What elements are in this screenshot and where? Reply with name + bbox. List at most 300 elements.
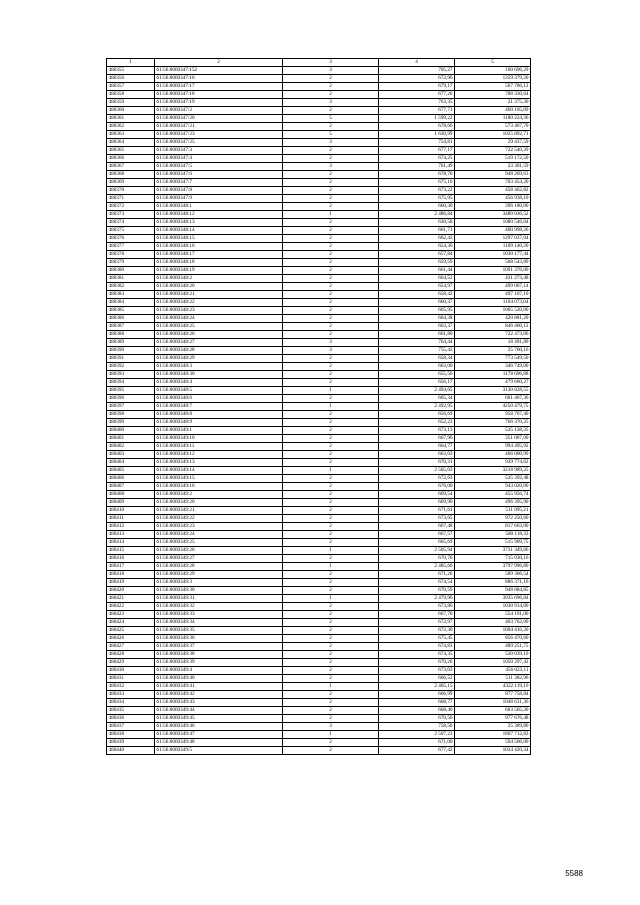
cell-row-number: 480373	[107, 211, 155, 219]
cell-cadastral-number: 61:56:0060349:30	[155, 587, 283, 595]
cell-category: 2	[283, 659, 379, 667]
cell-category: 3	[283, 339, 379, 347]
cell-value: 1025 892,71	[455, 131, 531, 139]
table-row	[107, 99, 531, 107]
cell-value: 508 543,89	[455, 259, 531, 267]
cell-value: 25 389,80	[455, 723, 531, 731]
cell-category: 2	[283, 291, 379, 299]
cell-value: 466 000,99	[455, 451, 531, 459]
table-row	[107, 387, 531, 395]
cell-row-number: 480436	[107, 715, 155, 723]
cell-cadastral-number: 61:56:0060349:39	[155, 659, 283, 667]
cell-row-number: 480359	[107, 99, 155, 107]
cell-category: 2	[283, 515, 379, 523]
cell-category: 2	[283, 475, 379, 483]
cell-category: 2	[283, 355, 379, 363]
table-row	[107, 339, 531, 347]
cell-cadastral-number: 61:56:0060347:20	[155, 115, 283, 123]
table-row	[107, 267, 531, 275]
table-row	[107, 91, 531, 99]
cell-row-number: 480388	[107, 331, 155, 339]
cell-value: 977 676,48	[455, 715, 531, 723]
cell-value: 594 506,00	[455, 739, 531, 747]
column-header-3: 3	[283, 59, 379, 67]
cell-row-number: 480399	[107, 419, 155, 427]
cell-cadastral-number: 61:56:0060349:47	[155, 731, 283, 739]
cell-value: 463 762,00	[455, 619, 531, 627]
cell-category: 2	[283, 83, 379, 91]
cell-category: 1	[283, 595, 379, 603]
cell-area: 665,34	[379, 395, 455, 403]
cell-row-number: 480363	[107, 131, 155, 139]
cell-value: 511 095,21	[455, 507, 531, 515]
cell-row-number: 480364	[107, 139, 155, 147]
cell-area: 665,69	[379, 539, 455, 547]
table-row	[107, 291, 531, 299]
table-row	[107, 723, 531, 731]
cell-row-number: 480439	[107, 739, 155, 747]
cell-category: 2	[283, 643, 379, 651]
table-row	[107, 83, 531, 91]
cell-row-number: 480367	[107, 163, 155, 171]
table-row	[107, 539, 531, 547]
cell-value: 1180 224,36	[455, 115, 531, 123]
table-row	[107, 643, 531, 651]
cell-row-number: 480377	[107, 243, 155, 251]
cell-row-number: 480438	[107, 731, 155, 739]
cell-cadastral-number: 61:56:0060349:33	[155, 611, 283, 619]
cell-category: 2	[283, 435, 379, 443]
cell-value: 420 881,20	[455, 315, 531, 323]
cell-category: 2	[283, 539, 379, 547]
table-row	[107, 219, 531, 227]
cell-area: 2 479,96	[379, 595, 455, 603]
table-row	[107, 371, 531, 379]
cell-row-number: 480368	[107, 171, 155, 179]
cell-row-number: 480390	[107, 347, 155, 355]
table-row	[107, 731, 531, 739]
table-row	[107, 147, 531, 155]
cell-row-number: 480394	[107, 379, 155, 387]
table-row	[107, 659, 531, 667]
table-body	[107, 67, 531, 755]
cell-area: 674,83	[379, 643, 455, 651]
cell-value: 886 371,16	[455, 579, 531, 587]
cell-row-number: 480376	[107, 235, 155, 243]
cell-value: 939 774,62	[455, 459, 531, 467]
table-row	[107, 443, 531, 451]
table-row	[107, 203, 531, 211]
cell-value: 958 767,40	[455, 411, 531, 419]
table-row	[107, 491, 531, 499]
cell-row-number: 480380	[107, 267, 155, 275]
table-row	[107, 163, 531, 171]
cell-area: 679,17	[379, 83, 455, 91]
table-row	[107, 603, 531, 611]
cell-cadastral-number: 61:56:0060348:8	[155, 411, 283, 419]
cell-row-number: 480409	[107, 499, 155, 507]
table-row	[107, 155, 531, 163]
cell-value: 21 375,30	[455, 99, 531, 107]
cell-category: 2	[283, 123, 379, 131]
cell-cadastral-number: 61:56:0060347:5	[155, 163, 283, 171]
table-row	[107, 691, 531, 699]
cell-value: 3731 349,66	[455, 547, 531, 555]
cell-cadastral-number: 61:56:0060349:40	[155, 675, 283, 683]
table-row	[107, 531, 531, 539]
cell-cadastral-number: 61:56:0060349:48	[155, 739, 283, 747]
cell-category: 2	[283, 667, 379, 675]
column-header-4: 4	[379, 59, 455, 67]
cell-category: 1	[283, 683, 379, 691]
cell-category: 2	[283, 91, 379, 99]
cell-cadastral-number: 61:56:0060348:16	[155, 243, 283, 251]
cell-value: 23 301,59	[455, 163, 531, 171]
cell-value: 515 909,75	[455, 539, 531, 547]
cell-row-number: 480407	[107, 483, 155, 491]
cell-row-number: 480357	[107, 83, 155, 91]
cell-area: 663,03	[379, 451, 455, 459]
table-row	[107, 475, 531, 483]
table-row	[107, 235, 531, 243]
cell-cadastral-number: 61:56:0060348:15	[155, 235, 283, 243]
cell-row-number: 480425	[107, 627, 155, 635]
cell-value: 1091 376,00	[455, 267, 531, 275]
cell-row-number: 480401	[107, 435, 155, 443]
cell-area: 671,00	[379, 739, 455, 747]
cell-row-number: 480391	[107, 355, 155, 363]
cell-cadastral-number: 61:56:0060347:3	[155, 147, 283, 155]
cell-category: 1	[283, 563, 379, 571]
cell-cadastral-number: 61:56:0060349:35	[155, 627, 283, 635]
cell-row-number: 480421	[107, 595, 155, 603]
cell-value: 972 250,60	[455, 515, 531, 523]
cell-category: 2	[283, 739, 379, 747]
cell-cadastral-number: 61:56:0060349:42	[155, 691, 283, 699]
cell-row-number: 480414	[107, 539, 155, 547]
cell-area: 678,66	[379, 123, 455, 131]
cell-cadastral-number: 61:56:0060347:7	[155, 179, 283, 187]
cell-cadastral-number: 61:56:0060348:19	[155, 267, 283, 275]
cell-area: 674,35	[379, 651, 455, 659]
cell-row-number: 480355	[107, 67, 155, 75]
cell-area: 677,20	[379, 91, 455, 99]
cell-category: 3	[283, 163, 379, 171]
cell-cadastral-number: 61:56:0060349:12	[155, 451, 283, 459]
cell-cadastral-number: 61:56:0060349:46	[155, 723, 283, 731]
cell-cadastral-number: 61:56:0060349:21	[155, 507, 283, 515]
cell-area: 677,17	[379, 147, 455, 155]
cell-cadastral-number: 61:56:0060349:3	[155, 579, 283, 587]
cell-cadastral-number: 61:56:0060349:27	[155, 555, 283, 563]
cell-cadastral-number: 61:56:0060348:14	[155, 227, 283, 235]
cell-category: 2	[283, 243, 379, 251]
cell-row-number: 480379	[107, 259, 155, 267]
cell-value: 601 467,36	[455, 395, 531, 403]
cell-value: 4250 479,75	[455, 403, 531, 411]
cell-value: 722 473,06	[455, 331, 531, 339]
cell-cadastral-number: 61:56:0060348:7	[155, 403, 283, 411]
table-row	[107, 107, 531, 115]
cell-cadastral-number: 61:56:0060348:6	[155, 395, 283, 403]
cell-area: 663,37	[379, 323, 455, 331]
cell-category: 2	[283, 275, 379, 283]
cell-category: 2	[283, 187, 379, 195]
cell-value: 519 172,50	[455, 155, 531, 163]
table-row	[107, 595, 531, 603]
cell-value: 1297 037,04	[455, 235, 531, 243]
cell-area: 674,25	[379, 155, 455, 163]
cell-row-number: 480405	[107, 467, 155, 475]
cell-cadastral-number: 61:56:0060349:20	[155, 499, 283, 507]
cell-row-number: 480420	[107, 587, 155, 595]
table-row	[107, 131, 531, 139]
cell-value: 3130 828,55	[455, 387, 531, 395]
cell-value: 846 460,12	[455, 323, 531, 331]
cell-category: 2	[283, 227, 379, 235]
cell-cadastral-number: 61:56:0060349:1	[155, 427, 283, 435]
cell-row-number: 480381	[107, 275, 155, 283]
cell-cadastral-number: 61:56:0060348:5	[155, 387, 283, 395]
cell-category: 2	[283, 283, 379, 291]
cell-category: 2	[283, 259, 379, 267]
table-row	[107, 571, 531, 579]
table-row	[107, 563, 531, 571]
cell-cadastral-number: 61:56:0060348:26	[155, 331, 283, 339]
cell-row-number: 480426	[107, 635, 155, 643]
table-row	[107, 315, 531, 323]
cell-area: 662,43	[379, 235, 455, 243]
table-row	[107, 75, 531, 83]
cell-row-number: 480387	[107, 323, 155, 331]
cell-category: 2	[283, 523, 379, 531]
cell-cadastral-number: 61:56:0060349:25	[155, 539, 283, 547]
cell-cadastral-number: 61:56:0060349:14	[155, 467, 283, 475]
cell-area: 656,17	[379, 379, 455, 387]
cell-row-number: 480358	[107, 91, 155, 99]
cell-value: 3480 036,52	[455, 211, 531, 219]
cell-row-number: 480435	[107, 707, 155, 715]
cell-row-number: 480386	[107, 315, 155, 323]
cell-row-number: 480417	[107, 563, 155, 571]
cell-value: 1104 073,04	[455, 299, 531, 307]
cell-category: 2	[283, 747, 379, 755]
cell-area: 667,70	[379, 611, 455, 619]
cell-row-number: 480389	[107, 339, 155, 347]
table-row	[107, 627, 531, 635]
cell-row-number: 480408	[107, 491, 155, 499]
cell-cadastral-number: 61:56:0060349:38	[155, 651, 283, 659]
table-row	[107, 275, 531, 283]
cell-area: 652,23	[379, 419, 455, 427]
table-row	[107, 435, 531, 443]
cell-row-number: 480423	[107, 611, 155, 619]
cell-cadastral-number: 61:56:0060347:16	[155, 75, 283, 83]
cell-area: 1 630,99	[379, 131, 455, 139]
cell-value: 567 786,12	[455, 83, 531, 91]
cell-cadastral-number: 61:56:0060348:24	[155, 315, 283, 323]
cell-row-number: 480400	[107, 427, 155, 435]
cell-category: 2	[283, 691, 379, 699]
cell-value: 1178 696,88	[455, 371, 531, 379]
cell-value: 948 884,85	[455, 587, 531, 595]
table-row	[107, 707, 531, 715]
cell-category: 2	[283, 571, 379, 579]
cell-cadastral-number: 61:56:0060349:2	[155, 491, 283, 499]
cell-category: 1	[283, 211, 379, 219]
cell-category: 2	[283, 491, 379, 499]
cell-area: 2 465,15	[379, 683, 455, 691]
cell-cadastral-number: 61:56:0060347:18	[155, 91, 283, 99]
cell-row-number: 480397	[107, 403, 155, 411]
table-row	[107, 459, 531, 467]
cell-area: 675,95	[379, 195, 455, 203]
cell-category: 2	[283, 635, 379, 643]
cell-cadastral-number: 61:56:0060347:6	[155, 171, 283, 179]
cell-area: 672,63	[379, 475, 455, 483]
cell-value: 994 495,92	[455, 443, 531, 451]
table-row	[107, 211, 531, 219]
cell-area: 670,76	[379, 555, 455, 563]
cell-cadastral-number: 61:56:0060349:29	[155, 571, 283, 579]
cell-value: 3218 989,25	[455, 467, 531, 475]
cell-area: 2 505,03	[379, 467, 455, 475]
cell-category: 2	[283, 379, 379, 387]
cell-category: 2	[283, 699, 379, 707]
cell-cadastral-number: 61:56:0060349:43	[155, 699, 283, 707]
cell-cadastral-number: 61:56:0060349:24	[155, 531, 283, 539]
cell-area: 663,00	[379, 363, 455, 371]
table-row	[107, 195, 531, 203]
column-header-2: 2	[155, 59, 283, 67]
table-row	[107, 715, 531, 723]
cell-category: 2	[283, 315, 379, 323]
cell-value: 773 549,50	[455, 355, 531, 363]
cell-category: 2	[283, 203, 379, 211]
header-row	[107, 59, 531, 67]
cell-cadastral-number: 61:56:0060348:22	[155, 299, 283, 307]
cell-value: 29 437,59	[455, 139, 531, 147]
cell-category: 2	[283, 715, 379, 723]
cell-area: 667,48	[379, 523, 455, 531]
cell-area: 763,35	[379, 99, 455, 107]
cell-cadastral-number: 61:56:0060348:28	[155, 347, 283, 355]
cell-area: 671,26	[379, 571, 455, 579]
cell-area: 675,10	[379, 179, 455, 187]
cell-area: 657,84	[379, 251, 455, 259]
table-row	[107, 259, 531, 267]
cell-value: 1359 379,20	[455, 75, 531, 83]
cell-category: 2	[283, 219, 379, 227]
cell-value: 1034 420,34	[455, 747, 531, 755]
table-row	[107, 523, 531, 531]
cell-cadastral-number: 61:56:0060348:12	[155, 211, 283, 219]
cell-cadastral-number: 61:56:0060348:23	[155, 307, 283, 315]
cell-category: 2	[283, 147, 379, 155]
cell-category: 2	[283, 427, 379, 435]
cell-row-number: 480411	[107, 515, 155, 523]
cell-area: 671,61	[379, 507, 455, 515]
cell-row-number: 480418	[107, 571, 155, 579]
table-row	[107, 307, 531, 315]
cell-category: 2	[283, 395, 379, 403]
cell-area: 2 492,95	[379, 403, 455, 411]
cell-category: 2	[283, 619, 379, 627]
cell-category: 2	[283, 459, 379, 467]
cell-row-number: 480385	[107, 307, 155, 315]
cell-area: 675,45	[379, 635, 455, 643]
cell-category: 2	[283, 483, 379, 491]
table-row	[107, 411, 531, 419]
cell-area: 630,58	[379, 219, 455, 227]
cell-area: 660,37	[379, 299, 455, 307]
cell-row-number: 480431	[107, 675, 155, 683]
cell-row-number: 480398	[107, 411, 155, 419]
table-row	[107, 323, 531, 331]
cell-value: 943 020,00	[455, 483, 531, 491]
cell-category: 2	[283, 195, 379, 203]
cell-area: 670,56	[379, 715, 455, 723]
cell-category: 3	[283, 139, 379, 147]
cell-value: 456 938,10	[455, 195, 531, 203]
cell-value: 1050 297,42	[455, 659, 531, 667]
cell-cadastral-number: 61:56:0060349:44	[155, 707, 283, 715]
cell-area: 672,97	[379, 619, 455, 627]
cell-value: 511 382,96	[455, 675, 531, 683]
cell-area: 2 485,60	[379, 563, 455, 571]
cell-row-number: 480428	[107, 651, 155, 659]
table-row	[107, 283, 531, 291]
cell-row-number: 480404	[107, 459, 155, 467]
cell-row-number: 480413	[107, 531, 155, 539]
cell-cadastral-number: 61:56:0060347:25	[155, 139, 283, 147]
table-row	[107, 139, 531, 147]
cell-area: 674,54	[379, 579, 455, 587]
table-row	[107, 507, 531, 515]
cell-category: 2	[283, 707, 379, 715]
cell-area: 655,56	[379, 371, 455, 379]
cell-cadastral-number: 61:56:0060348:30	[155, 371, 283, 379]
cell-row-number: 480434	[107, 699, 155, 707]
cell-category: 2	[283, 579, 379, 587]
cell-value: 554 191,00	[455, 611, 531, 619]
cell-area: 658,42	[379, 291, 455, 299]
table-row	[107, 251, 531, 259]
cell-cadastral-number: 61:56:0060349:15	[155, 475, 283, 483]
cell-category: 1	[283, 403, 379, 411]
table-row	[107, 347, 531, 355]
cell-area: 668,40	[379, 707, 455, 715]
cell-value: 4322 119,10	[455, 683, 531, 691]
cell-row-number: 480366	[107, 155, 155, 163]
cell-value: 722 540,39	[455, 147, 531, 155]
cell-row-number: 480360	[107, 107, 155, 115]
cell-category: 1	[283, 547, 379, 555]
cell-row-number: 480384	[107, 299, 155, 307]
cell-category: 5	[283, 131, 379, 139]
cell-category: 2	[283, 331, 379, 339]
cell-category: 3	[283, 347, 379, 355]
cell-value: 1030 914,00	[455, 603, 531, 611]
cell-row-number: 480410	[107, 507, 155, 515]
cell-row-number: 480440	[107, 747, 155, 755]
cell-category: 2	[283, 675, 379, 683]
cell-area: 670,31	[379, 459, 455, 467]
cell-row-number: 480375	[107, 227, 155, 235]
cell-cadastral-number: 61:56:0060349:36	[155, 635, 283, 643]
cell-category: 2	[283, 267, 379, 275]
cell-value: 346 749,00	[455, 363, 531, 371]
